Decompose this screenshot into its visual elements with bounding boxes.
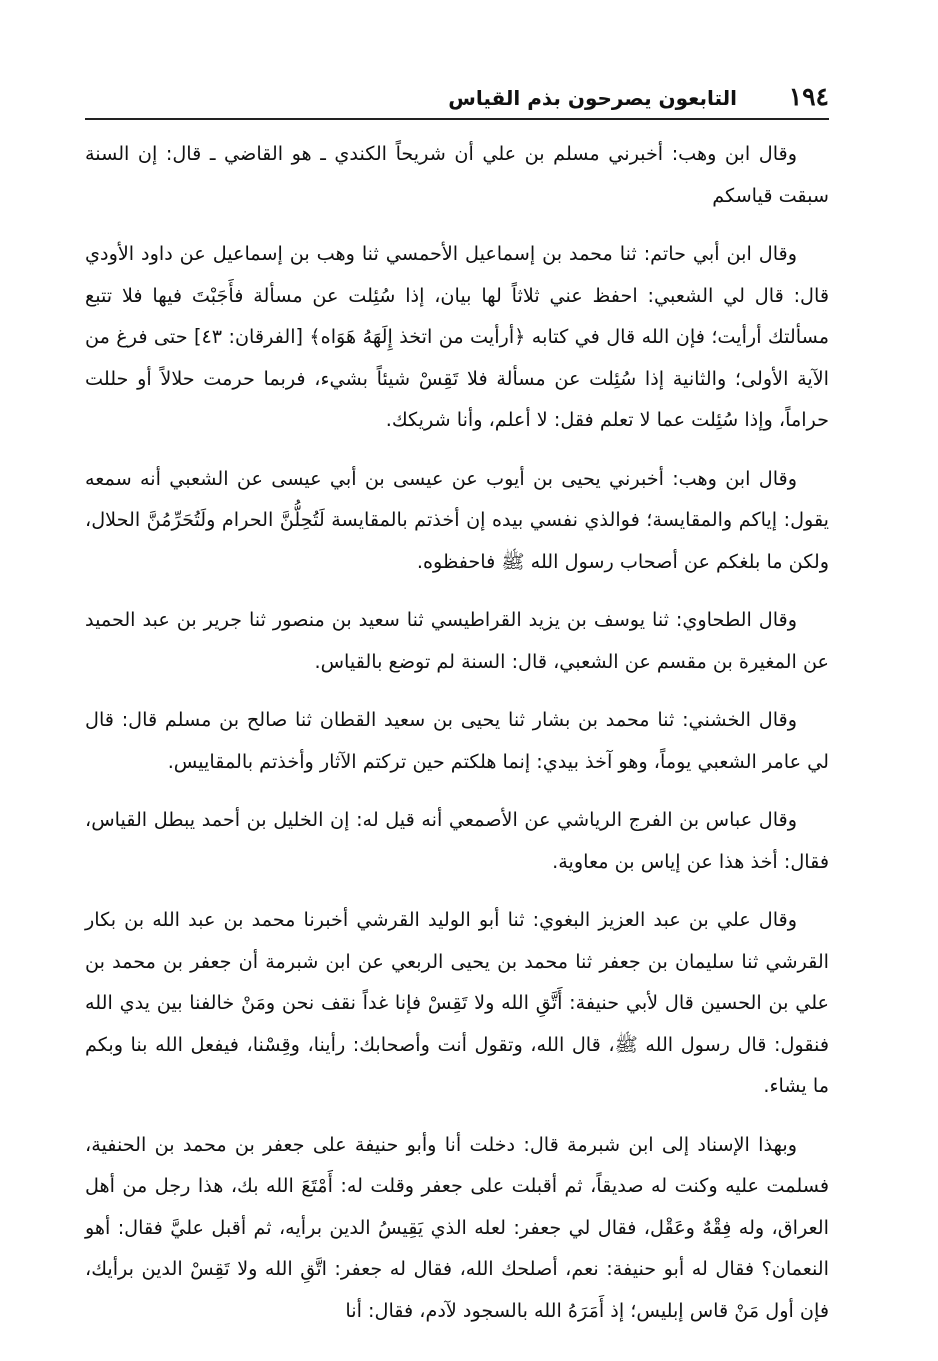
page-header (85, 78, 829, 120)
paragraph-khushani: وقال الخشني: ثنا محمد بن بشار ثنا يحيى بن سعيد القطان ثنا صالح بن مسلم قال: قال لي عامر الشعبي يوماً، وهو آخذ بيدي: إنما هلكتم حين تركتم الآثار وأخذتم بالمقاييس. (85, 708, 829, 773)
paragraph-ibn-abi-hatim: وقال ابن أبي حاتم: ثنا محمد بن إسماعيل الأحمسي ثنا وهب بن إسماعيل عن داود الأودي قال: قال لي الشعبي: احفظ عني ثلاثاً لها بيان، إذا سُئِلت عن مسألة فأَجَبْتَ فيها فلا تتبع مسألتك أرأيت؛ فإن الله قال في كتابه ﴿أرأيت من اتخذ إِلَهَهُ هَوَاه﴾ [الفرقان: ٤٣] حتى فرغ من الآية الأولى؛ والثانية إذا سُئِلت عن مسألة فلا تَقِسْ شيئاً بشيء، فربما حرمت حلالاً أو حللت حراماً، وإذا سُئِلت عما لا تعلم فقل: لا أعلم، وأنا شريكك. (85, 242, 829, 431)
paragraph-ibn-shubruma: وبهذا الإسناد إلى ابن شبرمة قال: دخلت أنا وأبو حنيفة على جعفر بن محمد بن الحنفية، فسلمت عليه وكنت له صديقاً، ثم أقبلت على جعفر وقلت له: أَمْتَعَ الله بك، هذا رجل من أهل العراق، وله فِقْهٌ وعَقْل، فقال لي جعفر: لعله الذي يَقِيسُ الدين برأيه، ثم أقبل عليَّ فقال: أهو النعمان؟ فقال له أبو حنيفة: نعم، أصلحك الله، فقال له جعفر: اتَّقِ الله ولا تَقِسْ الدين برأيك، فإن أول مَنْ قاس إبليس؛ إذ أَمَرَهُ الله بالسجود لآدم، فقال: أنا (85, 1132, 829, 1322)
paragraph-tahawi: وقال الطحاوي: ثنا يوسف بن يزيد القراطيسي ثنا سعيد بن منصور ثنا جرير بن عبد الحميد عن المغيرة بن مقسم عن الشعبي، قال: السنة لم توضع بالقياس. (85, 608, 829, 673)
page-number: ١٩٤ (788, 82, 829, 111)
paragraph-ibn-wahb-shabi: وقال ابن وهب: أخبرني يحيى بن أيوب عن عيسى بن أبي عيسى عن الشعبي أنه سمعه يقول: إياكم والمقايسة؛ فوالذي نفسي بيده إن أخذتم بالمقايسة لَتُحِلُّنَّ الحرام ولَتُحَرِّمُنَّ الحلال، ولكن ما بلغكم عن أصحاب رسول الله ﷺ فاحفظوه. (85, 466, 829, 573)
paragraph-ibn-wahb-shurayh: وقال ابن وهب: أخبرني مسلم بن علي أن شريحاً الكندي ـ هو القاضي ـ قال: إن السنة سبقت قياسكم (85, 142, 829, 207)
paragraph-baghawi: وقال علي بن عبد العزيز البغوي: ثنا أبو الوليد القرشي أخبرنا محمد بن عبد الله بن بكار القرشي ثنا سليمان بن جعفر ثنا محمد بن يحيى الربعي عن ابن شبرمة أن جعفر بن محمد بن علي بن الحسين قال لأبي حنيفة: أَتَّقِ الله ولا تَقِسْ فإنا غداً نقف نحن ومَنْ خالفنا بين يدي الله فنقول: قال رسول الله ﷺ، قال الله، وتقول أنت وأصحابك: رأينا، وقِسْنا، فيفعل الله بنا وبكم ما يشاء. (85, 908, 829, 1097)
page-body (85, 133, 829, 1331)
paragraph-riyashi: وقال عباس بن الفرج الرياشي عن الأصمعي أنه قيل له: إن الخليل بن أحمد يبطل القياس، فقال: أخذ هذا عن إياس بن معاوية. (85, 808, 829, 873)
running-title: التابعون يصرحون بذم القياس (448, 86, 737, 110)
